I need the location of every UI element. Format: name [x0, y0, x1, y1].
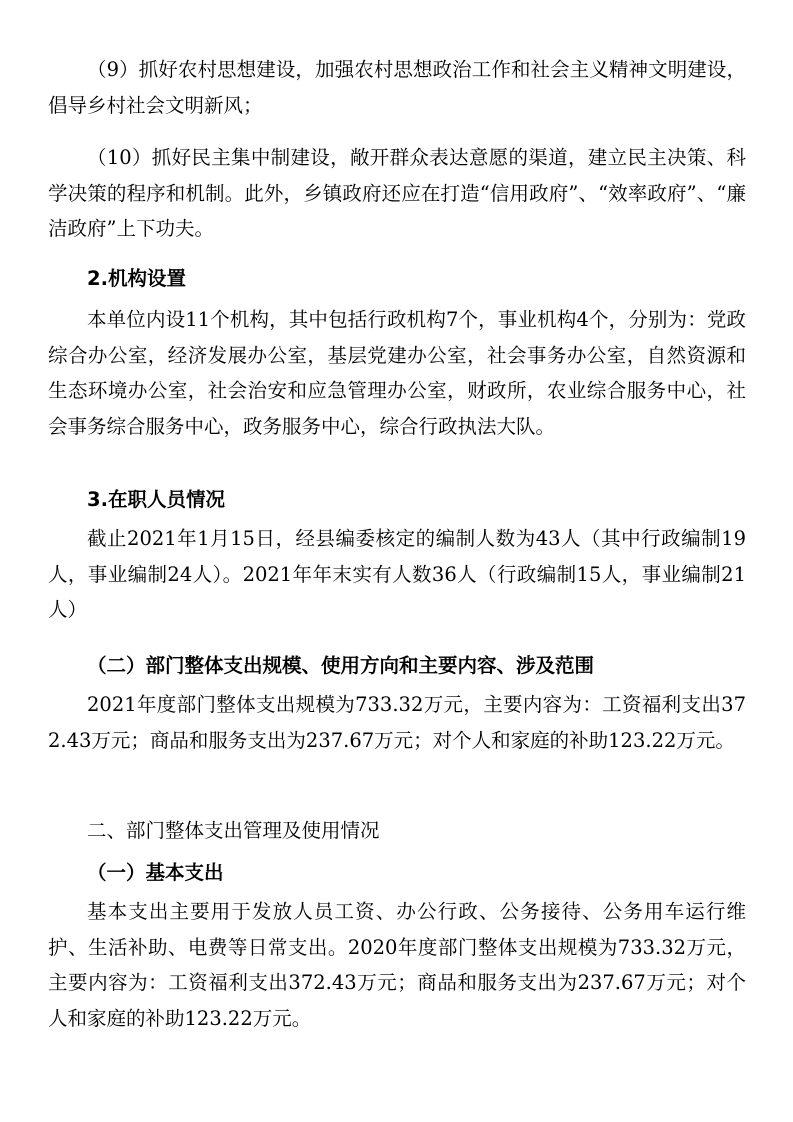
section-heading-expenditure-scope: （二）部门整体支出规模、使用方向和主要内容、涉及范围	[87, 654, 595, 677]
chapter-heading-management: 二、部门整体支出管理及使用情况	[87, 819, 380, 842]
paragraph-basic-expenditure: 基本支出主要用于发放人员工资、办公行政、公务接待、公务用车运行维护、生活补助、电费等日常支出。2020年度部门整体支出规模为733.32万元，主要内容为：工资福利支出372.43万元；商品和服务支出为237.67万元；对个人和家庭的补助123.22万元。	[48, 900, 746, 1030]
paragraph-expenditure-scope: 2021年度部门整体支出规模为733.32万元，主要内容为：工资福利支出372.43万元；商品和服务支出为237.67万元；对个人和家庭的补助123.22万元。	[48, 693, 746, 752]
section-heading-staff: 3.在职人员情况	[87, 488, 225, 511]
paragraph-item-10: （10）抓好民主集中制建设，敞开群众表达意愿的渠道，建立民主决策、科学决策的程序和机制。此外，乡镇政府还应在打造“信用政府”、“效率政府”、“廉洁政府”上下功夫。	[48, 146, 746, 240]
section-heading-basic-expenditure: （一）基本支出	[87, 861, 224, 884]
paragraph-org-setup: 本单位内设11个机构，其中包括行政机构7个，事业机构4个，分别为：党政综合办公室，经济发展办公室，基层党建办公室，社会事务办公室，自然资源和生态环境办公室，社会治安和应急管理办公室，财政所，农业综合服务中心，社会事务综合服务中心，政务服务中心，综合行政执法大队。	[48, 308, 746, 438]
paragraph-item-9: （9）抓好农村思想建设，加强农村思想政治工作和社会主义精神文明建设，倡导乡村社会文明新风；	[48, 58, 746, 117]
paragraph-staff: 截止2021年1月15日，经县编委核定的编制人数为43人（其中行政编制19人，事业编制24人）。2021年年末实有人数36人（行政编制15人，事业编制21人）	[48, 527, 746, 621]
section-heading-org-setup: 2.机构设置	[87, 267, 186, 290]
